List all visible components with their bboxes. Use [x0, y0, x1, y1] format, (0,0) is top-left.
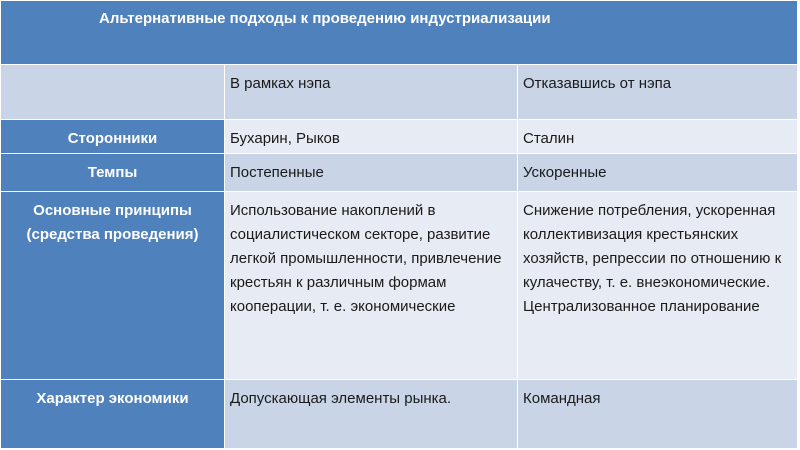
row-label-economy: Характер экономики: [1, 380, 225, 449]
cell-principles-no-nep: Снижение потребления, ускоренная коллективизация крестьянских хозяйств, репрессии по отношению к кулачеству, т. е. внеэкономические. Централизованное планирование: [518, 192, 798, 380]
cell-economy-no-nep: Командная: [518, 380, 798, 449]
cell-supporters-nep: Бухарин, Рыков: [225, 120, 518, 154]
corner-cell: [1, 65, 225, 120]
cell-economy-nep: Допускающая элементы рынка.: [225, 380, 518, 449]
table-row: [1, 192, 798, 380]
table-row: [1, 120, 798, 154]
row-label-pace: Темпы: [1, 154, 225, 192]
table-title: Альтернативные подходы к проведению индустриализации: [1, 1, 798, 65]
title-row: [1, 1, 798, 65]
column-header-row: [1, 65, 798, 120]
row-label-principles: Основные принципы (средства проведения): [1, 192, 225, 380]
row-label-supporters: Сторонники: [1, 120, 225, 154]
cell-supporters-no-nep: Сталин: [518, 120, 798, 154]
column-header-nep: В рамках нэпа: [225, 65, 518, 120]
cell-principles-nep: Использование накоплений в социалистическом секторе, развитие легкой промышленности, привлечение крестьян к различным формам кооперации, т. е. экономические: [225, 192, 518, 380]
column-header-no-nep: Отказавшись от нэпа: [518, 65, 798, 120]
cell-pace-nep: Постепенные: [225, 154, 518, 192]
cell-pace-no-nep: Ускоренные: [518, 154, 798, 192]
table-row: [1, 154, 798, 192]
table-row: [1, 380, 798, 449]
